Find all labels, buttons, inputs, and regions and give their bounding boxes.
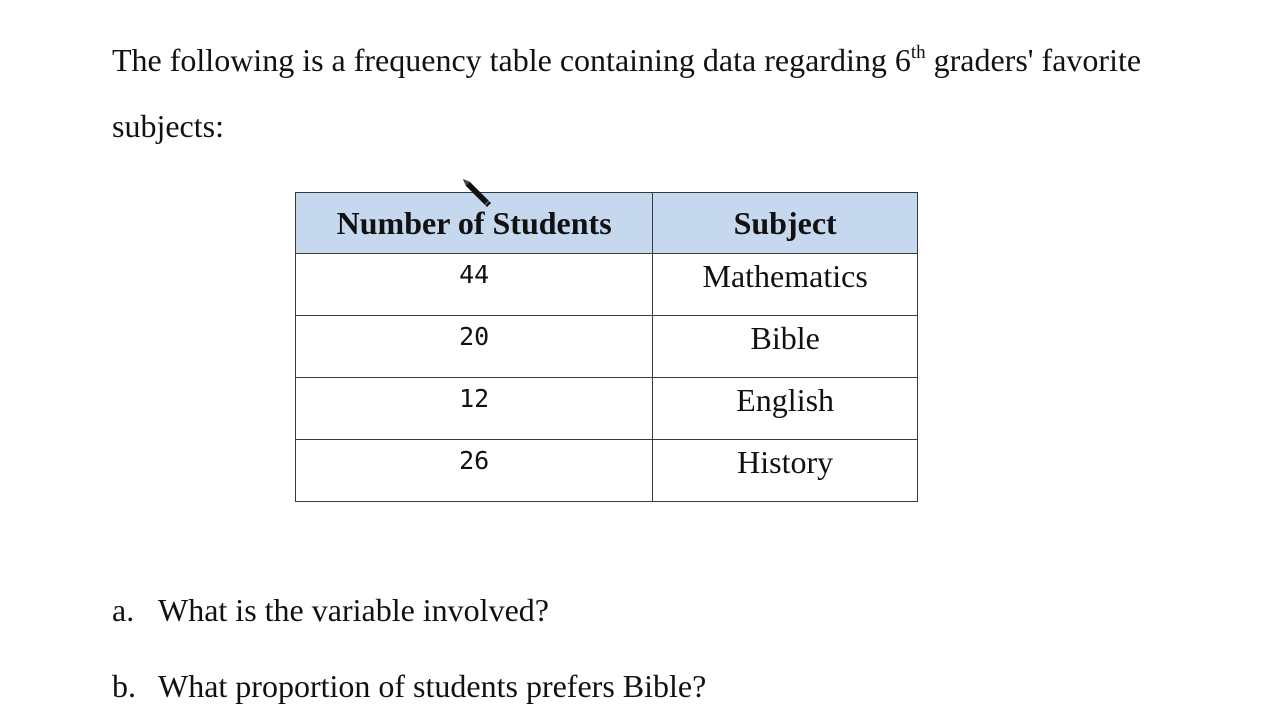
pen-cursor-icon: [461, 177, 495, 211]
header-subject: Subject: [653, 193, 918, 254]
student-count-cell: 20: [296, 316, 653, 378]
table-row: [296, 440, 918, 502]
question-a: [112, 590, 549, 630]
question-marker: b.: [112, 668, 136, 704]
subject-cell: English: [653, 378, 918, 440]
question-b: [112, 666, 706, 706]
intro-text-start: The following is a frequency table containing data regarding 6: [112, 42, 911, 78]
table-row: [296, 378, 918, 440]
table-row: [296, 254, 918, 316]
student-count-cell: 12: [296, 378, 653, 440]
ordinal-superscript: th: [910, 42, 926, 63]
subject-cell: Bible: [653, 316, 918, 378]
student-count-cell: 26: [296, 440, 653, 502]
intro-paragraph: [112, 30, 1192, 157]
question-text: What proportion of students prefers Bible?: [158, 668, 707, 704]
table-row: [296, 316, 918, 378]
frequency-table: [295, 192, 918, 502]
subject-cell: History: [653, 440, 918, 502]
intro-text-end: graders' favorite subjects:: [112, 42, 1142, 144]
header-number-of-students: Number of Students: [296, 193, 653, 254]
student-count-cell: 44: [296, 254, 653, 316]
question-text: What is the variable involved?: [158, 592, 549, 628]
question-marker: a.: [112, 592, 135, 628]
subject-cell: Mathematics: [653, 254, 918, 316]
table-header-row: [296, 193, 918, 254]
